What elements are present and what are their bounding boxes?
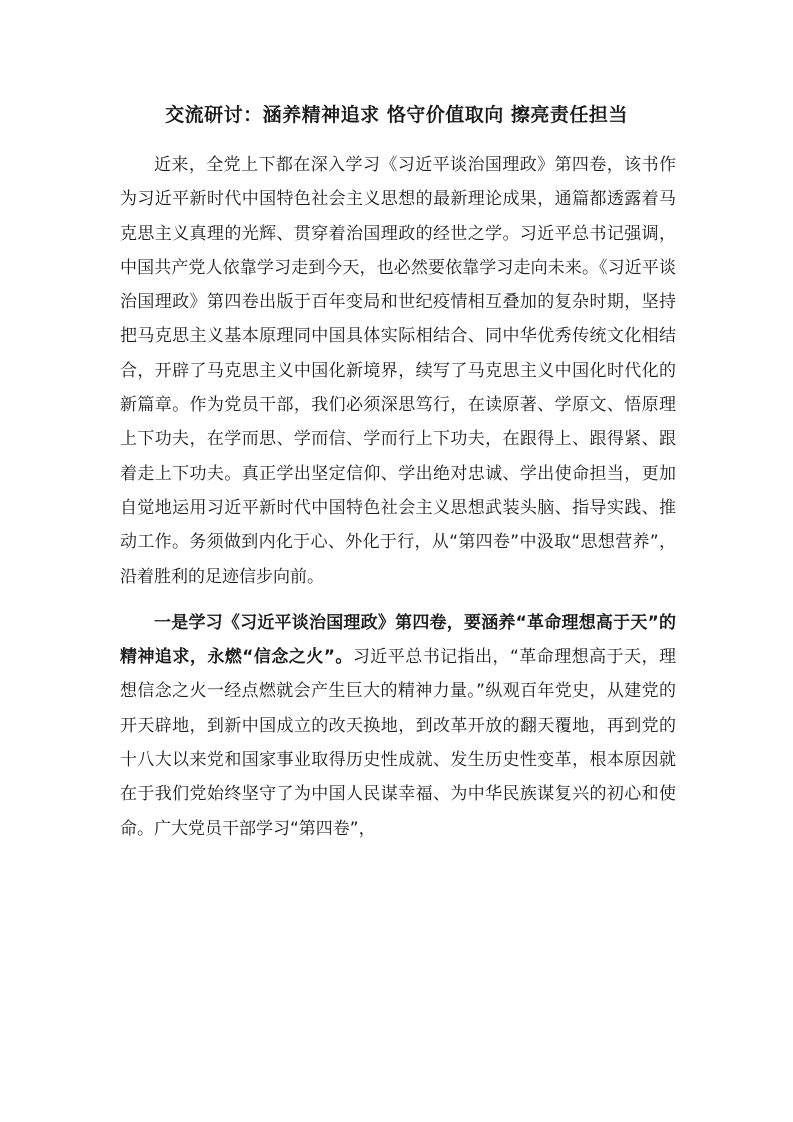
paragraph-intro	[120, 148, 676, 594]
document-title: 交流研讨：涵养精神追求 恪守价值取向 擦亮责任担当	[165, 104, 628, 126]
paragraph-text: 近来，全党上下都在深入学习《习近平谈治国理政》第四卷，该书作为习近平新时代中国特色社会主义思想的最新理论成果，通篇都透露着马克思主义真理的光辉、贯穿着治国理政的经世之学。习近平总书记强调，中国共产党人依靠学习走到今天，也必然要依靠学习走向未来。《习近平谈治国理政》第四卷出版于百年变局和世纪疫情相互叠加的复杂时期，坚持把马克思主义基本原理同中国具体实际相结合、同中华优秀传统文化相结合，开辟了马克思主义中国化新境界，续写了马克思主义中国化时代化的新篇章。作为党员干部，我们必须深思笃行，在读原著、学原文、悟原理上下功夫，在学而思、学而信、学而行上下功夫，在跟得上、跟得紧、跟着走上下功夫。真正学出坚定信仰、学出绝对忠诚、学出使命担当，更加自觉地运用习近平新时代中国特色社会主义思想武装头脑、指导实践、推动工作。务须做到内化于心、外化于行，从“第四卷”中汲取“思想营养”，沿着胜利的足迹信步向前。	[120, 155, 676, 587]
document-body	[120, 148, 676, 846]
paragraph-text: 习近平总书记指出，“革命理想高于天，理想信念之火一经点燃就会产生巨大的精神力量。”纵观百年党史，从建党的开天辟地，到新中国成立的改天换地，到改革开放的翻天覆地，再到党的十八大以来党和国家事业取得历史性成就、发生历史性变革，根本原因就在于我们党始终坚守了为中国人民谋幸福、为中华民族谋复兴的初心和使命。广大党员干部学习“第四卷”，	[120, 647, 676, 839]
paragraph-point-one	[120, 606, 676, 846]
paragraph-lead: 一是学习《习近平谈治国理政》第四卷，要涵养“革命理想高于天”的精神追求，永燃“信念之火”。	[120, 612, 676, 668]
